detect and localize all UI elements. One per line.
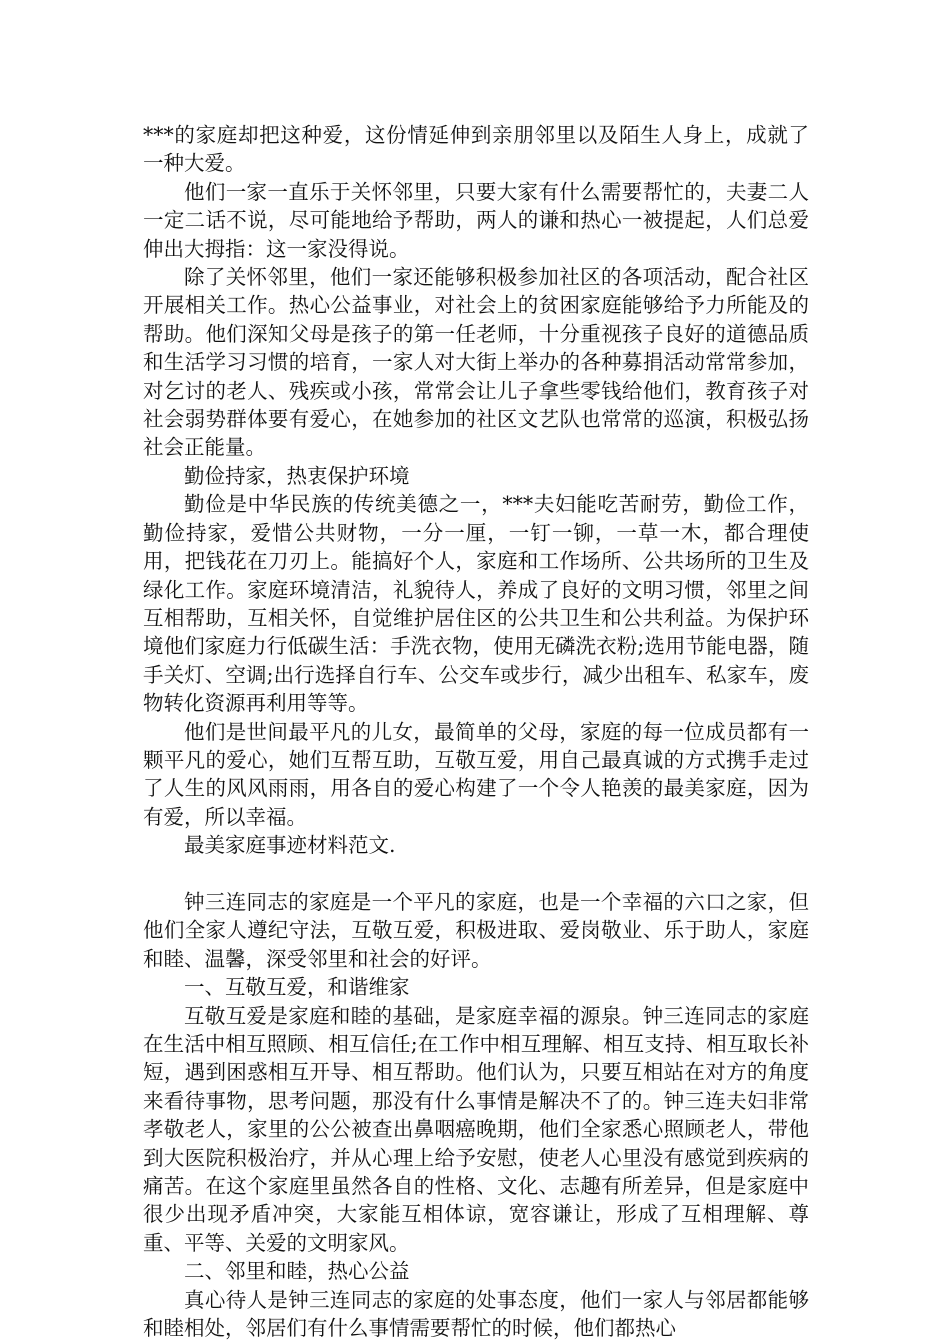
paragraph-4: 勤俭是中华民族的传统美德之一，***夫妇能吃苦耐劳，勤俭工作，勤俭持家，爱惜公共财物，一分一厘，一钉一铆，一草一木，都合理使用，把钱花在刀刃上。能搞好个人，家庭和工作场所、公共场所的卫生及绿化工作。家庭环境清洁，礼貌待人，养成了良好的文明习惯，邻里之间互相帮助，互相关怀，自觉维护居住区的公共卫生和公共利益。为保护环境他们家庭力行低碳生活：手洗衣物，使用无磷洗衣粉;选用节能电器，随手关灯、空调;出行选择自行车、公交车或步行，减少出租车、私家车，废物转化资源再利用等等。 <box>143 492 809 716</box>
paragraph-8: 真心待人是钟三连同志的家庭的处事态度，他们一家人与邻居都能够和睦相处，邻居们有什么事情需要帮忙的时候，他们都热心 <box>143 1287 809 1341</box>
paragraph-1: ***的家庭却把这种爱，这份情延伸到亲朋邻里以及陌生人身上，成就了一种大爱。 <box>143 123 809 176</box>
section-heading-thrift: 勤俭持家，热衷保护环境 <box>184 463 410 488</box>
blank-line <box>143 860 809 888</box>
paragraph-7: 互敬互爱是家庭和睦的基础，是家庭幸福的源泉。钟三连同志的家庭在生活中相互照顾、相互信任;在工作中相互理解、相互支持、相互取长补短，遇到困惑相互开导、相互帮助。他们认为，只要互相站在对方的角度来看待事物，思考问题，那没有什么事情是解决不了的。钟三连夫妇非常孝敬老人，家里的公公被查出鼻咽癌晚期，他们全家悉心照顾老人，带他到大医院积极治疗，并从心理上给予安慰，使老人心里没有感觉到疾病的痛苦。在这个家庭里虽然各自的性格、文化、志趣有所差异，但是家庭中很少出现矛盾冲突，大家能互相体谅，宽容谦让，形成了互相理解、尊重、平等、关爱的文明家风。 <box>143 1003 809 1255</box>
section-heading-2: 二、邻里和睦，热心公益 <box>184 1259 410 1284</box>
section-heading-1: 一、互敬互爱，和谐维家 <box>184 975 410 1000</box>
paragraph-6: 钟三连同志的家庭是一个平凡的家庭，也是一个幸福的六口之家，但他们全家人遵纪守法，互敬互爱，积极进取、爱岗敬业、乐于助人，家庭和睦、温馨，深受邻里和社会的好评。 <box>143 889 809 971</box>
sample-title: 最美家庭事迹材料范文. <box>184 833 396 858</box>
document-body <box>143 121 809 1342</box>
paragraph-3: 除了关怀邻里，他们一家还能够积极参加社区的各项活动，配合社区开展相关工作。热心公益事业，对社会上的贫困家庭能够给予力所能及的帮助。他们深知父母是孩子的第一任老师，十分重视孩子良好的道德品质和生活学习习惯的培育，一家人对大街上举办的各种募捐活动常常参加，对乞讨的老人、残疾或小孩，常常会让儿子拿些零钱给他们，教育孩子对社会弱势群体要有爱心，在她参加的社区文艺队也常常的巡演，积极弘扬社会正能量。 <box>143 265 809 460</box>
paragraph-5: 他们是世间最平凡的儿女，最简单的父母，家庭的每一位成员都有一颗平凡的爱心，她们互帮互助，互敬互爱，用自己最真诚的方式携手走过了人生的风风雨雨，用各自的爱心构建了一个令人艳羡的最美家庭，因为有爱，所以幸福。 <box>143 719 809 829</box>
paragraph-2: 他们一家一直乐于关怀邻里，只要大家有什么需要帮忙的，夫妻二人一定二话不说，尽可能地给予帮助，两人的谦和热心一被提起，人们总爱伸出大拇指：这一家没得说。 <box>143 179 809 261</box>
